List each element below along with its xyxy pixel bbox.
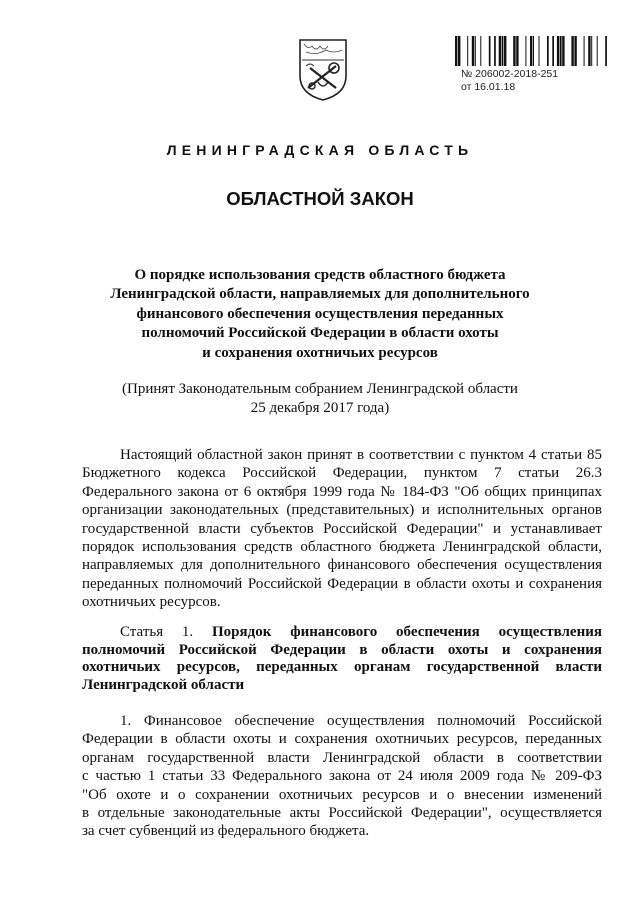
adoption-note-line: (Принят Законодательным собранием Ленинградской области <box>122 381 518 397</box>
clause-line: за счет субвенций из федерального бюджета. <box>82 823 370 840</box>
preamble-line: порядок использования средств областного бюджета Ленинградской области, <box>82 538 602 555</box>
article-1-heading <box>82 624 602 694</box>
coat-of-arms-emblem <box>296 36 350 102</box>
clause-line: 1. Финансовое обеспечение осуществления полномочий Российской <box>120 713 602 729</box>
article-1-heading-line <box>82 624 602 642</box>
law-title-line: финансового обеспечения осуществления переданных <box>136 305 504 322</box>
barcode-graphic <box>455 36 611 66</box>
article-title-line: Ленинградской области <box>82 676 245 693</box>
preamble-line: организации законодательных (представительных) и исполнительных органов <box>82 502 602 519</box>
clause-line: в отдельные законодательные акты Российской Федерации", осуществляется <box>82 804 602 821</box>
document-type-heading: ОБЛАСТНОЙ ЗАКОН <box>226 188 414 209</box>
article-title-line: охотничьих ресурсов, переданных органам государственной власти <box>82 659 602 675</box>
law-title-line: полномочий Российской Федерации в области охоты <box>141 325 499 342</box>
preamble-line: охотничьих ресурсов. <box>82 594 221 611</box>
article-number: Статья 1. <box>120 624 194 640</box>
preamble-line: государственной власти субъектов Российской Федерации" и устанавливает <box>82 520 602 537</box>
law-title-line: и сохранения охотничьих ресурсов <box>202 344 438 361</box>
clause-1-paragraph <box>82 712 602 841</box>
preamble-line: переданных полномочий Российской Федерации в области охоты и сохранения <box>82 575 602 592</box>
region-heading: ЛЕНИНГРАДСКАЯ ОБЛАСТЬ <box>166 142 474 158</box>
clause-line: органам государственной власти Ленинградской области в соответствии <box>82 749 602 766</box>
article-title-line: полномочий Российской Федерации в области охоты и сохранения <box>82 641 602 658</box>
preamble-paragraph <box>82 446 602 612</box>
law-title-line: Ленинградской области, направляемых для дополнительного <box>110 286 530 303</box>
registration-number: № 206002-2018-251 <box>461 68 559 80</box>
preamble-line: Настоящий областной закон принят в соответствии с пунктом 4 статьи 85 <box>120 447 602 463</box>
registration-stamp <box>461 68 558 94</box>
article-title-line: Порядок финансового обеспечения осуществления <box>212 624 602 640</box>
adoption-note-line: 25 декабря 2017 года) <box>250 400 390 416</box>
clause-line: "Об охоте и о сохранении охотничьих ресурсов и о внесении изменений <box>82 786 602 803</box>
clause-line: с частью 1 статьи 33 Федерального закона от 24 июля 2009 года № 209-ФЗ <box>82 768 602 785</box>
registration-date: от 16.01.18 <box>461 81 516 93</box>
clause-line: Федерации в области охоты и сохранения охотничьих ресурсов, переданных <box>82 731 602 748</box>
law-title <box>110 266 530 363</box>
law-title-line: О порядке использования средств областного бюджета <box>134 267 506 283</box>
preamble-line: Федерального закона от 6 октября 1999 года № 184-ФЗ "Об общих принципах <box>82 483 602 500</box>
preamble-line: Бюджетного кодекса Российской Федерации, пунктом 7 статьи 26.3 <box>82 465 602 482</box>
preamble-line: направляемых для дополнительного финансового обеспечения осуществления <box>82 557 602 574</box>
adoption-note <box>90 380 550 418</box>
